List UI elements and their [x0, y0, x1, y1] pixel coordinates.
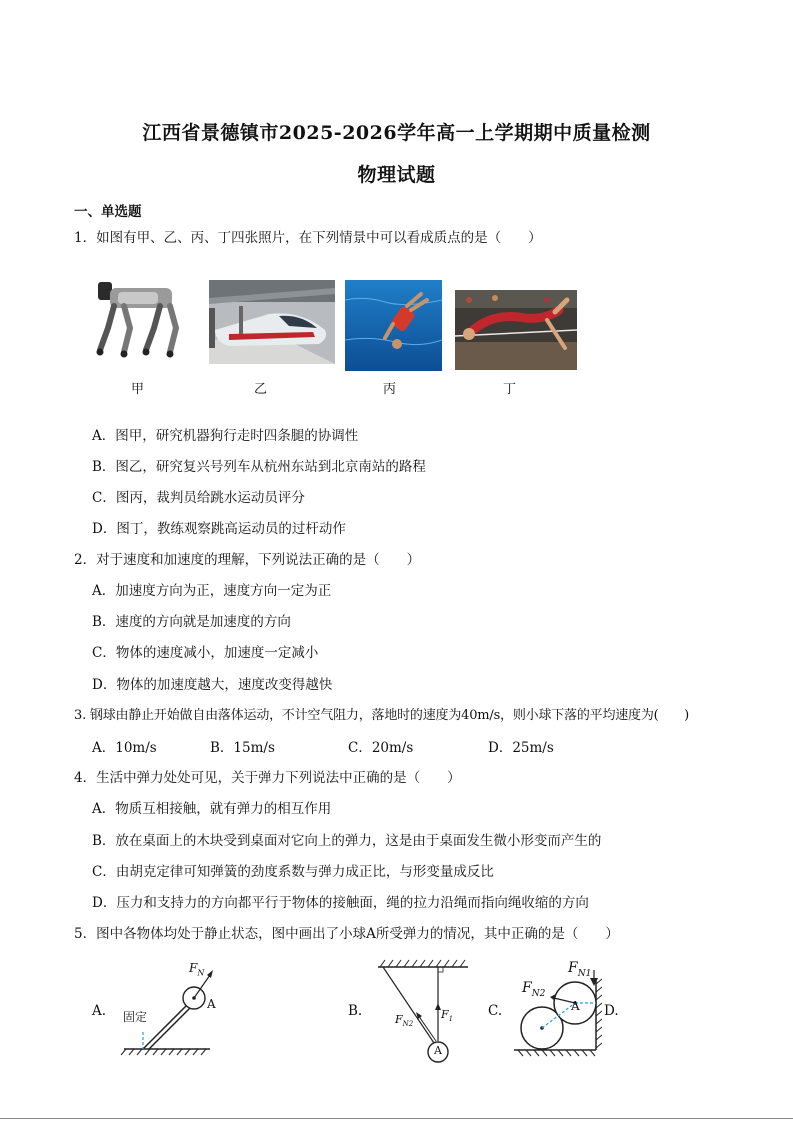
question-5-stem: 5．图中各物体均处于静止状态，图中画出了小球A所受弹力的情况，其中正确的是（ ）: [74, 926, 619, 942]
caption-ding: 丁: [503, 382, 517, 397]
page-subtitle: 物理试题: [357, 164, 436, 186]
question-3-stem: 3. 钢球由静止开始做自由落体运动，不计空气阻力，落地时的速度为40m/s，则小球下落的平均速度为( ): [74, 708, 690, 723]
page-bottom-border: [0, 1118, 793, 1119]
caption-bing: 丙: [383, 382, 397, 397]
photo-robot-dog: [88, 270, 184, 362]
question-4-stem: 4．生活中弹力处处可见，关于弹力下列说法中正确的是（ ）: [74, 770, 461, 786]
fig-b-f1-label: $F_1$: [441, 1008, 454, 1024]
q5-label-a: A.: [92, 1003, 107, 1019]
fig-b-ball-label: A: [434, 1044, 442, 1057]
q3-option-d: D．25m/s: [488, 740, 554, 756]
page-title: 江西省景德镇市2025-2026学年高一上学期期中质量检测: [142, 122, 651, 144]
caption-yi: 乙: [254, 382, 268, 397]
q4-option-b: B．放在桌面上的木块受到桌面对它向上的弹力，这是由于桌面发生微小形变而产生的: [92, 833, 602, 849]
section-heading: 一、单选题: [74, 204, 142, 220]
fig-c-fn2-label: $F_{N2}$: [522, 980, 546, 999]
photo-diver: [345, 280, 442, 371]
q4-option-d: D．压力和支持力的方向都平行于物体的接触面，绳的拉力沿绳而指向绳收缩的方向: [92, 895, 589, 911]
photo-high-jumper: [455, 290, 577, 370]
photo-train: [209, 280, 335, 364]
question-1-stem: 1．如图有甲、乙、丙、丁四张照片，在下列情景中可以看成质点的是（ ）: [74, 230, 542, 246]
caption-jia: 甲: [131, 382, 145, 397]
q3-option-c: C．20m/s: [348, 740, 414, 756]
q5-label-c: C.: [488, 1003, 503, 1019]
q5-label-b: B.: [348, 1003, 363, 1019]
fig-a-force-label: $F_N$: [189, 961, 205, 978]
fig-c-fn1-label: $F_{N1}$: [568, 960, 592, 979]
q1-option-a: A．图甲，研究机器狗行走时四条腿的协调性: [92, 428, 359, 444]
q3-option-a: A．10m/s: [92, 740, 157, 756]
q4-option-a: A．物质互相接触，就有弹力的相互作用: [92, 801, 332, 817]
q2-option-d: D．物体的加速度越大，速度改变得越快: [92, 677, 333, 693]
q1-option-b: B．图乙，研究复兴号列车从杭州东站到北京南站的路程: [92, 459, 426, 475]
question-2-stem: 2．对于速度和加速度的理解，下列说法正确的是（ ）: [74, 552, 421, 568]
q4-option-c: C．由胡克定律可知弹簧的劲度系数与弹力成正比，与形变量成反比: [92, 864, 494, 880]
fig-a-fixed-label: 固定: [123, 1010, 148, 1024]
q1-option-c: C．图丙，裁判员给跳水运动员评分: [92, 490, 305, 506]
q2-option-b: B．速度的方向就是加速度的方向: [92, 614, 291, 630]
q3-option-b: B．15m/s: [210, 740, 275, 756]
fig-c-ball-label: A: [571, 999, 580, 1013]
q2-option-c: C．物体的速度减小，加速度一定减小: [92, 645, 319, 661]
q5-label-d: D.: [604, 1003, 619, 1019]
q1-option-d: D．图丁，教练观察跳高运动员的过杆动作: [92, 521, 346, 537]
q2-option-a: A．加速度方向为正，速度方向一定为正: [92, 583, 332, 599]
q5-figure-b: [374, 955, 470, 1067]
fig-a-ball-label: A: [207, 997, 216, 1011]
fig-b-fn2-label: $F_{N2}$: [395, 1013, 414, 1029]
